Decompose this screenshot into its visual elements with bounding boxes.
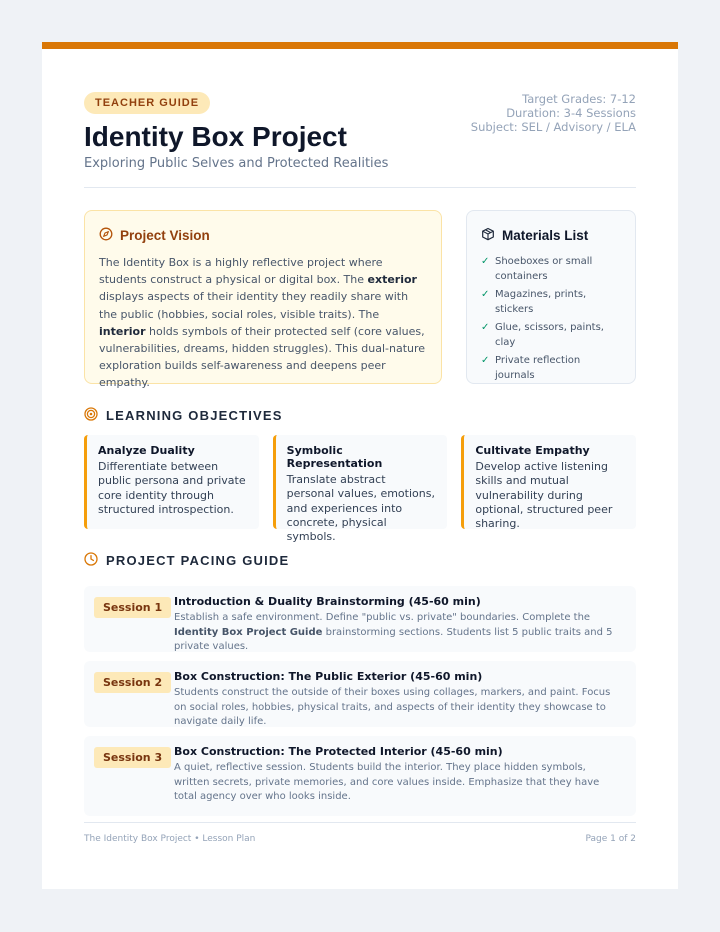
session-card xyxy=(84,661,636,727)
check-icon: ✓ xyxy=(481,256,490,267)
list-item: ✓ Shoeboxes or small containers xyxy=(481,256,593,282)
session-card xyxy=(84,586,636,652)
page-title: Identity Box Project xyxy=(84,121,347,152)
list-item: ✓ Private reflection journals xyxy=(481,355,581,381)
page-footer xyxy=(84,834,636,844)
materials-list-heading: Materials List xyxy=(502,228,589,243)
teacher-guide-badge: TEACHER GUIDE xyxy=(84,92,210,114)
session-label: Session 2 xyxy=(94,672,171,693)
footer-title: The Identity Box Project • Lesson Plan xyxy=(84,834,256,844)
lesson-plan-page xyxy=(42,42,678,889)
project-vision-text: The Identity Box is a highly reflective project where students construct a physical or digital box. The exterior displays aspects of their identity they readily share with the public (hobbies, social roles, visible traits). The interior holds symbols of their protected self (core values, vulnerabilities, dreams, hidden struggles). This dual-nature exploration builds self-awareness and deepens peer empathy. xyxy=(99,256,426,390)
objective-title: Symbolic Representation xyxy=(286,444,383,470)
session-description: Establish a safe environment. Define "public vs. private" boundaries. Complete the Identity Box Project Guide brainstorming sections. Students list 5 public traits and 5 private values. xyxy=(174,612,613,652)
materials-list-card xyxy=(466,210,636,384)
objective-title: Cultivate Empathy xyxy=(475,444,590,457)
objective-title: Analyze Duality xyxy=(98,444,195,457)
session-title: Box Construction: The Protected Interior (45-60 min) xyxy=(174,745,503,758)
target-grades: Target Grades: 7-12 xyxy=(522,92,636,106)
compass-icon xyxy=(99,226,113,245)
duration: Duration: 3-4 Sessions xyxy=(506,106,636,120)
learning-objectives-heading: LEARNING OBJECTIVES xyxy=(84,406,283,425)
session-label: Session 3 xyxy=(94,747,171,768)
project-vision-card xyxy=(84,210,442,390)
session-card xyxy=(84,736,636,816)
pacing-guide-heading: PROJECT PACING GUIDE xyxy=(84,551,289,570)
page-subtitle: Exploring Public Selves and Protected Realities xyxy=(84,156,389,171)
course-meta xyxy=(471,92,636,134)
box-icon xyxy=(481,226,495,245)
objective-card xyxy=(84,435,259,529)
objective-description: Translate abstract personal values, emotions, and experiences into concrete, physical symbols. xyxy=(286,473,435,544)
project-vision-heading: Project Vision xyxy=(120,228,210,243)
objectives-grid xyxy=(84,435,636,544)
page-number: Page 1 of 2 xyxy=(585,834,636,844)
subject: Subject: SEL / Advisory / ELA xyxy=(470,120,636,134)
session-description: Students construct the outside of their boxes using collages, markers, and paint. Focus on social roles, hobbies, physical traits, and aspects of their identity they showcase to navigate daily life. xyxy=(174,687,611,727)
header-divider xyxy=(84,187,636,188)
session-title: Introduction & Duality Brainstorming (45-60 min) xyxy=(174,595,481,608)
clock-icon xyxy=(84,551,98,570)
materials-list xyxy=(481,254,621,383)
check-icon: ✓ xyxy=(481,289,490,300)
list-item: ✓ Glue, scissors, paints, clay xyxy=(481,322,604,348)
session-description: A quiet, reflective session. Students build the interior. They place hidden symbols, written secrets, private memories, and core values inside. Emphasize that they have total agency over who looks inside. xyxy=(174,762,600,802)
session-label: Session 1 xyxy=(94,597,171,618)
objective-card xyxy=(273,435,448,544)
check-icon: ✓ xyxy=(481,355,490,366)
list-item: ✓ Magazines, prints, stickers xyxy=(481,289,587,315)
objective-description: Differentiate between public persona and private core identity through structured introspection. xyxy=(98,460,246,516)
objective-card xyxy=(461,435,636,529)
check-icon: ✓ xyxy=(481,322,490,333)
session-title: Box Construction: The Public Exterior (45-60 min) xyxy=(174,670,483,683)
target-icon xyxy=(84,406,98,425)
objective-description: Develop active listening skills and mutual vulnerability during optional, structured peer sharing. xyxy=(475,460,613,531)
footer-divider xyxy=(84,822,636,823)
